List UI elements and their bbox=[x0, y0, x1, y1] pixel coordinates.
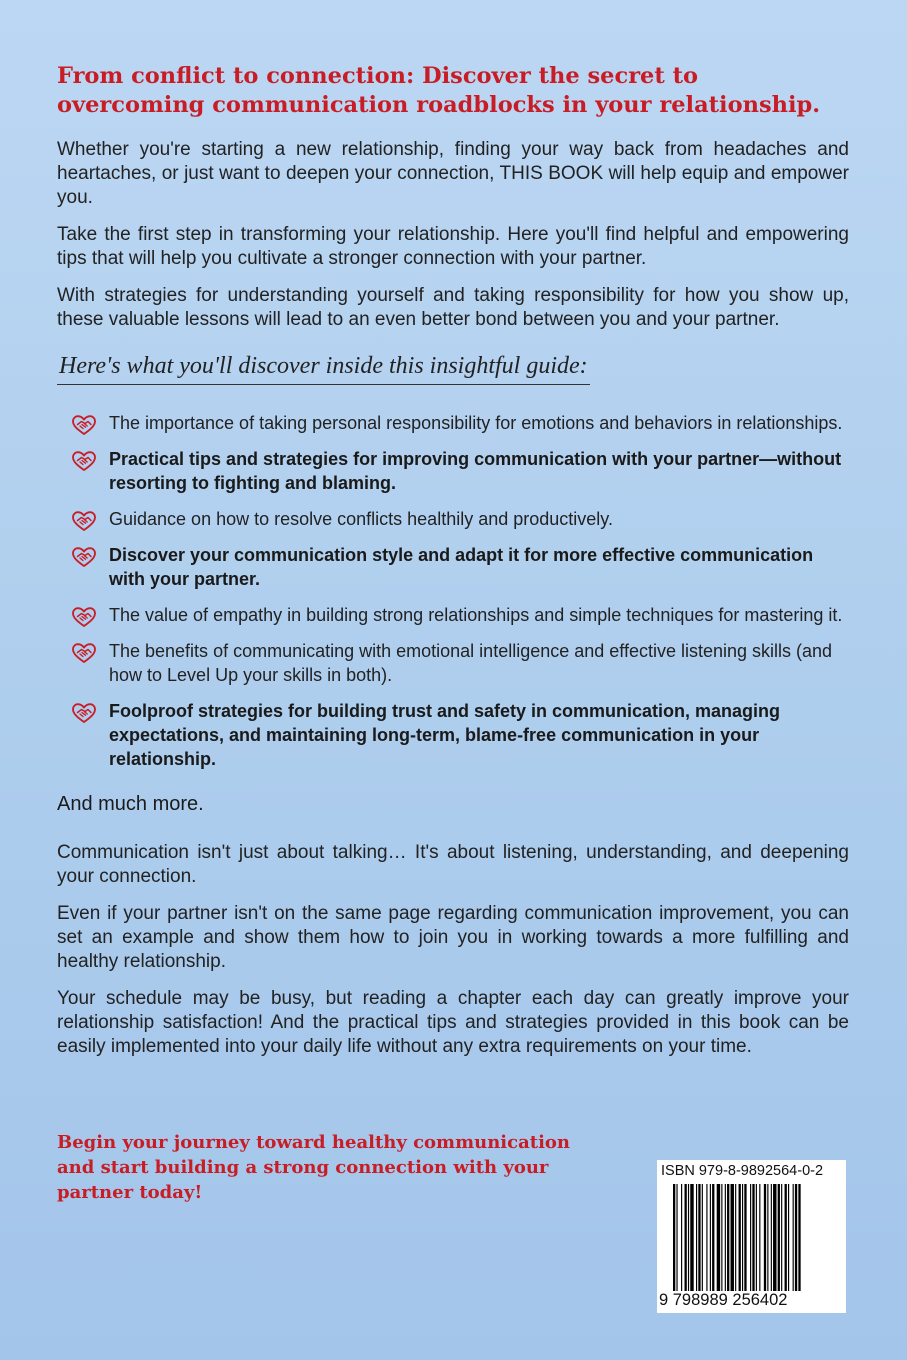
list-item-text: The value of empathy in building strong relationships and simple techniques for mastering it. bbox=[109, 605, 843, 625]
intro-paragraph-1: Whether you're starting a new relationship, finding your way back from headaches and heartaches, or just want to deepen your connection, THIS BOOK will help equip and empower you. bbox=[57, 139, 849, 208]
barcode-bar-3 bbox=[685, 1184, 687, 1291]
isbn-barcode bbox=[657, 1160, 846, 1313]
barcode-bar-17 bbox=[735, 1184, 736, 1291]
and-more-text: And much more. bbox=[57, 793, 204, 815]
barcode-bar-19 bbox=[742, 1184, 743, 1291]
barcode-bar-15 bbox=[727, 1184, 729, 1291]
list-item-text: Guidance on how to resolve conflicts healthily and productively. bbox=[109, 509, 613, 529]
barcode-bar-14 bbox=[725, 1184, 726, 1291]
barcode-bar-16 bbox=[731, 1184, 734, 1291]
discover-list bbox=[57, 411, 849, 771]
back-cover-content bbox=[57, 62, 849, 1072]
barcode-bar-33 bbox=[793, 1184, 794, 1291]
barcode-bar-32 bbox=[788, 1184, 789, 1291]
barcode-bars bbox=[671, 1184, 839, 1291]
list-item-text: The benefits of communicating with emotional intelligence and effective listening skills (and how to Level Up your skills in both). bbox=[109, 641, 833, 685]
barcode-bar-10 bbox=[710, 1184, 711, 1291]
list-item-text: Discover your communication style and adapt it for more effective communication with your partner. bbox=[109, 545, 814, 589]
barcode-bar-35 bbox=[798, 1184, 800, 1291]
barcode-bar-0 bbox=[673, 1184, 675, 1291]
barcode-bar-2 bbox=[681, 1184, 682, 1291]
outro-section bbox=[57, 841, 849, 1059]
intro-section bbox=[57, 138, 849, 332]
closing-call-to-action: Begin your journey toward healthy communication and start building a strong connection with your partner today! bbox=[57, 1132, 571, 1203]
barcode-bar-31 bbox=[785, 1184, 787, 1291]
barcode-bar-34 bbox=[795, 1184, 797, 1291]
barcode-bar-4 bbox=[688, 1184, 689, 1291]
list-item bbox=[71, 639, 849, 687]
barcode-bar-21 bbox=[750, 1184, 751, 1291]
barcode-bar-5 bbox=[690, 1184, 693, 1291]
subheading-wrap bbox=[57, 352, 849, 385]
list-item bbox=[71, 603, 849, 627]
list-item bbox=[71, 411, 849, 435]
list-item bbox=[71, 543, 849, 591]
barcode-bar-27 bbox=[771, 1184, 772, 1291]
barcode-bar-1 bbox=[676, 1184, 677, 1291]
barcode-bar-26 bbox=[767, 1184, 768, 1291]
barcode-bar-29 bbox=[778, 1184, 780, 1291]
barcode-bar-9 bbox=[706, 1184, 707, 1291]
list-item bbox=[71, 699, 849, 771]
heart-handshake-icon bbox=[71, 414, 97, 436]
barcode-bar-12 bbox=[717, 1184, 720, 1291]
list-item-text: The importance of taking personal responsibility for emotions and behaviors in relationships. bbox=[109, 413, 843, 433]
list-item bbox=[71, 447, 849, 495]
outro-paragraph-2: Even if your partner isn't on the same page regarding communication improvement, you can set an example and show them how to join you in working towards a more fulfilling and healthy relationship. bbox=[57, 903, 849, 972]
list-item bbox=[71, 507, 849, 531]
intro-paragraph-2: Take the first step in transforming your relationship. Here you'll find helpful and empowering tips that will help you cultivate a stronger connection with your partner. bbox=[57, 224, 849, 269]
barcode-bar-13 bbox=[721, 1184, 722, 1291]
heart-handshake-icon bbox=[71, 702, 97, 724]
headline: From conflict to connection: Discover the secret to overcoming communication roadblocks in your relationship. bbox=[57, 63, 821, 118]
barcode-bar-11 bbox=[712, 1184, 714, 1291]
barcode-bar-24 bbox=[759, 1184, 760, 1291]
barcode-bar-22 bbox=[752, 1184, 754, 1291]
isbn-label: ISBN 979-8-9892564-0-2 bbox=[661, 1163, 824, 1179]
barcode-bar-28 bbox=[773, 1184, 776, 1291]
heart-handshake-icon bbox=[71, 606, 97, 628]
list-item-text: Practical tips and strategies for improving communication with your partner—without resorting to fighting and blaming. bbox=[109, 449, 842, 493]
barcode-bar-23 bbox=[756, 1184, 757, 1291]
subheading: Here's what you'll discover inside this insightful guide: bbox=[57, 352, 590, 385]
barcode-bar-7 bbox=[698, 1184, 700, 1291]
outro-paragraph-1: Communication isn't just about talking… It's about listening, understanding, and deepening your connection. bbox=[57, 842, 849, 887]
outro-paragraph-3: Your schedule may be busy, but reading a chapter each day can greatly improve your relationship satisfaction! And the practical tips and strategies provided in this book can be easily implemented into your daily life without any extra requirements on your time. bbox=[57, 988, 849, 1057]
barcode-bar-20 bbox=[744, 1184, 746, 1291]
heart-handshake-icon bbox=[71, 642, 97, 664]
barcode-bar-18 bbox=[739, 1184, 741, 1291]
barcode-bar-30 bbox=[781, 1184, 782, 1291]
heart-handshake-icon bbox=[71, 510, 97, 532]
barcode-bar-6 bbox=[696, 1184, 697, 1291]
heart-handshake-icon bbox=[71, 450, 97, 472]
barcode-digits: 9 798989 256402 bbox=[659, 1291, 788, 1309]
list-item-text: Foolproof strategies for building trust and safety in communication, managing expectations, and maintaining long-term, blame-free communication in your relationship. bbox=[109, 701, 781, 769]
heart-handshake-icon bbox=[71, 546, 97, 568]
barcode-bar-8 bbox=[702, 1184, 703, 1291]
barcode-bar-25 bbox=[764, 1184, 766, 1291]
intro-paragraph-3: With strategies for understanding yourself and taking responsibility for how you show up, these valuable lessons will lead to an even better bond between you and your partner. bbox=[57, 285, 849, 330]
